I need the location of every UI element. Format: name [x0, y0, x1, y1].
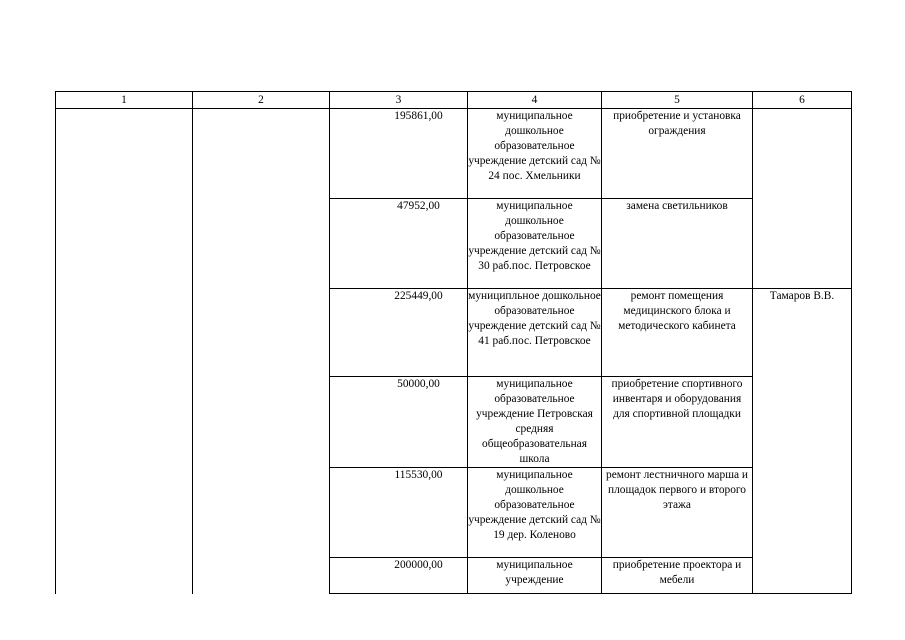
column-1-cell — [56, 109, 193, 594]
purpose-cell: приобретение и установка ограждения — [602, 109, 753, 199]
institution-cell: муниципальное учреждение — [468, 558, 602, 594]
column-number-row — [56, 92, 852, 109]
institution-cell: муниципальное дошкольное образовательное учреждение детский сад № 19 дер. Коленово — [468, 468, 602, 558]
amount-cell: 115530,00 — [330, 468, 468, 558]
purpose-cell: приобретение проектора и мебели — [602, 558, 753, 594]
institution-cell: муниципальное дошкольное образовательное учреждение детский сад № 24 пос. Хмельники — [468, 109, 602, 199]
amount-cell: 195861,00 — [330, 109, 468, 199]
purpose-cell: приобретение спортивного инвентаря и оборудования для спортивной площадки — [602, 377, 753, 468]
purpose-cell: ремонт лестничного марша и площадок первого и второго этажа — [602, 468, 753, 558]
column-header-4: 4 — [468, 92, 602, 109]
column-header-3: 3 — [330, 92, 468, 109]
purpose-cell: ремонт помещения медицинского блока и методического кабинета — [602, 289, 753, 377]
amount-cell: 47952,00 — [330, 199, 468, 289]
column-header-6: 6 — [753, 92, 852, 109]
column-header-5: 5 — [602, 92, 753, 109]
purpose-cell: замена светильников — [602, 199, 753, 289]
responsible-empty-cell — [753, 109, 852, 289]
amount-cell: 225449,00 — [330, 289, 468, 377]
amount-cell: 200000,00 — [330, 558, 468, 594]
institution-cell: муниципальное дошкольное образовательное учреждение детский сад № 30 раб.пос. Петровское — [468, 199, 602, 289]
column-header-2: 2 — [193, 92, 330, 109]
table-row — [56, 109, 852, 199]
institution-cell: муниципальное образовательное учреждение Петровская средняя общеобразовательная школа — [468, 377, 602, 468]
institution-cell: муниципльное дошкольное образовательное учреждение детский сад № 41 раб.пос. Петровское — [468, 289, 602, 377]
column-header-1: 1 — [56, 92, 193, 109]
responsible-person-cell: Тамаров В.В. — [753, 289, 852, 594]
funding-table — [55, 91, 852, 594]
column-2-cell — [193, 109, 330, 594]
amount-cell: 50000,00 — [330, 377, 468, 468]
